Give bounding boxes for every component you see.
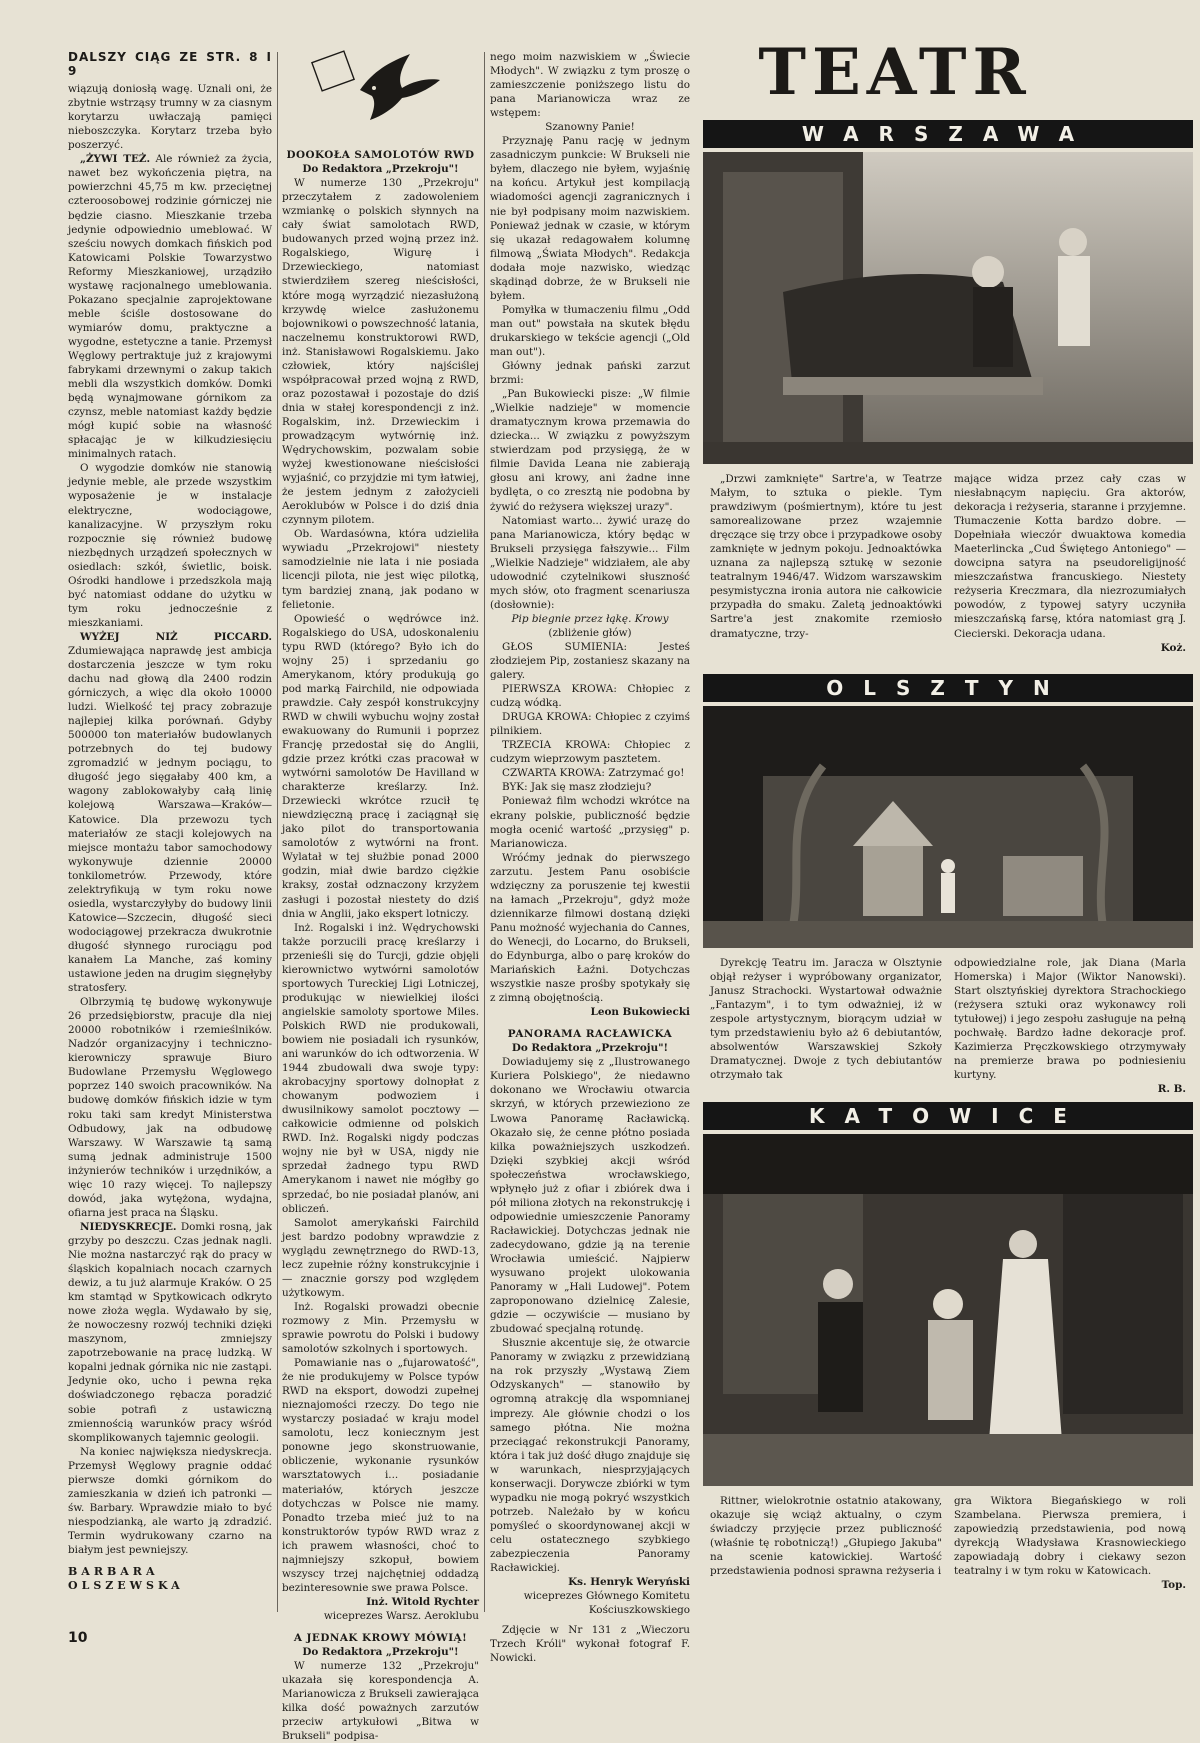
letters-column-2 <box>282 50 479 1743</box>
dove-stamp-icon <box>290 50 470 130</box>
letter-signature: Ks. Henryk Weryński <box>568 1576 690 1589</box>
letter-paragraph: BYK: Jak się masz złodzieju? <box>502 781 652 794</box>
article-paragraph <box>68 995 272 1220</box>
letter-signature-title: wiceprezes Warsz. Aeroklubu <box>323 1609 479 1622</box>
caption-olsztyn-right: odpowiedzialne role, jak Diana (Marla Homerska) i Major (Wiktor Nanowski). Start olsztyńskiej dyrektora Strachockiego (reżysera sztuki oraz wykonawcy roli tytułowej) i jego zespołu zasługuje na pełną pochwałę. Bardzo ładne dekoracje prof. Kazimierza Pręczkowskiego otrzymywały na premierze brawa po podniesieniu kurtyny. R. B. <box>954 957 1186 1096</box>
letter-addressee: Do Redaktora „Przekroju"! <box>511 1042 669 1055</box>
letter-signature-title: wiceprezes Głównego Komitetu <box>523 1590 690 1603</box>
letter-paragraph: Inż. Rogalski prowadzi obecnie rozmowy z Min. Przemysłu w sprawie powrotu do Polski i budowy samolotów szkolnych i sportowych. <box>282 1300 479 1356</box>
article-byline: BARBARA OLSZEWSKA <box>68 1565 184 1593</box>
paragraph-text: Na koniec największa niedyskrecja. Przemysł Węglowy pragnie oddać pierwsze domki górnikom do zamieszkania w dzień ich patronki — św. Barbary. Wprawdzie miało to być niespodzianką, ale warto ją zdradzić. Termin wydrukowany czarno na białym jest pewniejszy. <box>68 1445 272 1556</box>
caption-katowice-right: gra Wiktora Biegańskiego w roli Szambelana. Pierwsza premiera, i zapowiedzią przedstawienia, pod nową dyrekcją Władysława Krasnowieckiego zapowiadają dobry i ciekawy sezon teatralny i w tym roku w Katowicach. Top. <box>954 1495 1186 1592</box>
letter-paragraph: Przyznaję Panu rację w jednym zasadniczym punkcie: W Brukseli nie byłem, dlaczego nie byłem, wyjaśnię na końcu. Artykuł jest kompilacją wiadomości agencji zagranicznych i nie był podpisany moim nazwiskiem. Ponieważ jednak w czasie, w którym się ukazał redagowałem kolumnę filmową „Świata Młodych". Redakcja dodała moje nazwisko, wiedząc skądinąd dobrze, że w Brukseli nie byłem. <box>490 135 690 302</box>
letter-paragraph: Ob. Wardasówna, która udzieliła wywiadu „Przekrojowi" niestety samodzielnie nie lata i nie posiada licencji pilota, nie jest więc pilotką, tym bardziej znaną, jak podano w felietonie. <box>282 528 479 611</box>
letter-paragraph: Szanowny Panie! <box>545 121 635 134</box>
paragraph-text: wiązują doniosłą wagę. Uznali oni, że zbytnie wstrząsy trumny w za ciasnym korytarzu uwłaczają pamięci nieboszczyka. Korytarz trzeba było poszerzyć. <box>68 83 272 152</box>
letter-heading: PANORAMA RACŁAWICKA <box>507 1028 673 1041</box>
paragraph-text: Zdumiewająca naprawdę jest ambicja dostarczenia jeszcze w tym roku dachu nad głową dla 2400 rodzin górniczych, a więc dla około 10000 ludzi. Wielkość tej pracy zobrazuje najlepiej kilka porównań. Gdyby 500000 ton materiałów budowlanych potrzebnych do tej budowy zgromadzić w jednym pociągu, to długość jego sięgałaby 400 km, a wagony zablokowałyby całą linię kolejową Warszawa—Kraków—Katowice. Dla przewozu tych materiałów ze stacji kolejowych na miejsce montażu tabor samochodowy wykonywuje dziennie 20000 tonkilometrów. Przewody, które zelektryfikują w tym roku nowe osiedla, wystarczyłyby do budowy linii Katowice—Szczecin, długość sieci wodociągowej przekracza dwukrotnie długość słynnego rurociągu pod kanałem La Manche, zaś kominy ustawione jeden na drugim sięgnęłyby stratosfery. <box>68 644 272 995</box>
letter-paragraph: GŁOS SUMIENIA: Jesteś złodziejem Pip, zostaniesz skazany na galery. <box>490 640 690 682</box>
page-number: 10 <box>68 1630 88 1646</box>
letter-signature: Inż. Witold Rychter <box>366 1595 479 1608</box>
letter-signature: Leon Bukowiecki <box>590 1006 690 1019</box>
article-paragraph <box>68 152 272 461</box>
article-paragraph <box>68 461 272 630</box>
letter-heading: A JEDNAK KROWY MÓWIĄ! <box>293 1631 468 1644</box>
photo-katowice <box>703 1134 1193 1486</box>
paragraph-text: Olbrzymią tę budowę wykonywuje 26 przedsiębiorstw, pracuje dla niej 20000 robotników i rzemieślników. Nadzór organizacyjny i techniczno-kierowniczy sprawuje Biuro Budowlane Przemysłu Węglowego poprzez 140 swoich pracowników. Na budowę domków fińskich idzie w tym roku taki sam kredyt Ministerstwa Odbudowy, jak na odbudowę Warszawy. W Warszawie tą samą sumą jednak administruje 1500 inżynierów techników i urzędników, a więc 10 razy więcej. To najlepszy dowód, jaka wytężona, wydajna, ofiarna jest praca na Śląsku. <box>68 996 272 1219</box>
letter-paragraph: Główny jednak pański zarzut brzmi: <box>490 360 690 387</box>
letter-paragraph: (zbliżenie głów) <box>548 626 632 639</box>
letter-paragraph: „Pan Bukowiecki pisze: „W filmie „Wielkie nadzieje" w momencie dramatycznym krowa przemawia do dziecka... W związku z powyższym stwierdzam pod przysięgą, że w filmie Davida Leana nie zabierają głosu ani krowy, ani żadne inne bydlęta, o co zresztą nie podobna by żywić do reżysera większej urazy". <box>490 388 690 513</box>
article-column-1 <box>68 50 272 1593</box>
article-paragraph <box>68 630 272 995</box>
letter-paragraph: TRZECIA KROWA: Chłopiec z cudzym wieprzowym pasztetem. <box>490 739 690 766</box>
letter-addressee: Do Redaktora „Przekroju"! <box>302 163 459 176</box>
article-paragraph <box>68 1445 272 1557</box>
letter-paragraph: Pomyłka w tłumaczeniu filmu „Odd man out" powstała na skutek błędu drukarskiego w tekście agencji („Old man out"). <box>490 303 690 358</box>
paragraph-rubric: NIEDYSKRECJE. <box>80 1220 177 1233</box>
city-band-olsztyn: OLSZTYN <box>703 674 1193 702</box>
caption-olsztyn-left: Dyrekcję Teatru im. Jaracza w Olsztynie objął reżyser i wypróbowany organizator, Janusz Strachocki. Wystartował odważnie „Fantazym", i to tym odważniej, iż w zespole artystycznym, biorącym udział w tym przedstawieniu było aż 6 debiutantów, absolwentów Warszawskiej Szkoły Dramatycznej. Dwoje z tych debiutantów otrzymało tak <box>710 957 942 1082</box>
city-band-katowice: KATOWICE <box>703 1102 1193 1130</box>
article-paragraph <box>68 1220 272 1445</box>
caption-warszawa-left: „Drzwi zamknięte" Sartre'a, w Teatrze Małym, to sztuka o piekle. Tym prawdziwym (pośmiertnym), które tu jest samorealizowane przez wzajemnie dręczące się trzy obce i przypadkowe osoby zamknięte w jednym pokoju. Jednoaktówka uznana za najlepszą sztukę w sezonie teatralnym 1946/47. Widzom warszawskim pesymistyczna ironia autora nie całkowicie przypadła do smaku. Zaletą jednoaktówki Sartre'a jest znakomite rzemiosło dramatyczne, trzy- <box>710 473 942 640</box>
photo-warszawa <box>703 152 1193 464</box>
letter-paragraph: Pomawianie nas o „fujarowatość", że nie produkujemy w Polsce typów RWD na eksport, dowodzi zupełnej nieznajomości rzeczy. Do tego nie wystarczy posiadać w kraju model samolotu, lecz koniecznym jest ponowne jego skonstruowanie, obliczenie, wykonanie rysunków warsztatowych i... posiadanie materiałów, których jeszcze dotychczas w Polsce nie mamy. Ponadto trzeba mieć już to na konstruktorów typów RWD wraz z ich prawem własności, choć to najmniejszy szkopuł, bowiem wszyscy trzej najchętniej oddadzą bezinteresownie swe prawa Polsce. <box>282 1357 479 1594</box>
column-divider <box>484 52 485 1612</box>
letter-paragraph: Słusznie akcentuje się, że otwarcie Panoramy w związku z przewidzianą na rok przyszły „Wystawą Ziem Odzyskanych" — stanowiło by ogromną atrakcję dla wspomnianej imprezy. Ale głównie chodzi o los samego płótna. Nie można przeciągać rekonstrukcji Panoramy, która i tak już dość długo znajduje się w warunkach, niesprzyjających konserwacji. Dorywcze zbiórki w tym wypadku nie mogą pokryć wszystkich potrzeb. Należało by w końcu pomyśleć o skoordynowanej akcji w celu ostatecznego szybkiego zabezpieczenia Panoramy Racławickiej. <box>490 1337 690 1575</box>
caption-warszawa-right: mające widza przez cały czas w niesłabnącym napięciu. Gra aktorów, dekoracja i reżyseria, staranne i przyjemne. Tłumaczenie Kotta bardzo dobre. — Dopełniała wieczór dwuaktowa komedia Maeterlincka „Cud Świętego Antoniego" — dowcipna satyra na pseudoreligijność mieszczaństwa francuskiego. Niestety reżyseria Kreczmara, dla niezrozumiałych powodów, z typowej satyry uczyniła mieszczańską farsę, która natomiast grą J. Ciecierski. Dekoracja udana. Koż. <box>954 473 1186 654</box>
letter-addressee: Do Redaktora „Przekroju"! <box>302 1646 459 1659</box>
paragraph-text: O wygodzie domków nie stanowią jedynie meble, ale przede wszystkim wyposażenie je w instalacje elektryczne, wodociągowe, kanalizacyjne. W przyszłym roku rozpocznie się również budowę niezbędnych urządzeń społecznych w osiedlach: szkół, świetlic, boisk. Ośrodki handlowe i przedszkola mają być natomiast oddane do użytku w tym roku jednocześnie z mieszkaniami. <box>68 462 272 629</box>
column-divider <box>277 52 278 1612</box>
paragraph-text: Ale również za życia, nawet bez wykończenia piętra, na powierzchni 45,75 m kw. przeciętnej czteroosobowej rodzinie górniczej nie będzie ciasno. Mieszkanie trzeba jedynie odpowiednio umeblować. W sześciu nowych domkach fińskich pod Katowicami Polskie Towarzystwo Reformy Mieszkaniowej, urządziło wystawę racjonalnego umeblowania. Pokazano specjalnie zaprojektowane meble ściśle dostosowane do wymiarów domu, praktyczne a wygodne, estetyczne a tanie. Przemysł Węglowy pertraktuje już z krajowymi fabrykami drzewnymi o zakup takich mebli dla wszystkich domków. Domki będą wynajmowane górnikom za czynsz, meble natomiast każdy będzie mógł kupić sobie na własność spłacając je w kilkudziesięciu minimalnych ratach. <box>68 153 272 461</box>
article-paragraph <box>68 82 272 152</box>
paragraph-rubric: WYŻEJ NIŻ PICCARD. <box>80 630 272 643</box>
letter-paragraph: Samolot amerykański Fairchild jest bardzo podobny wprawdzie z wyglądu zewnętrznego do RWD-13, lecz zupełnie różny konstrukcyjnie i — znacznie gorszy pod względem użytkowym. <box>282 1216 479 1299</box>
city-band-warszawa: WARSZAWA <box>703 120 1193 148</box>
section-title: TEATR <box>758 35 1032 110</box>
letters-column-3 <box>490 50 690 1665</box>
photo-credit-note: Zdjęcie w Nr 131 z „Wieczoru Trzech Króli" wykonał fotograf F. Nowicki. <box>490 1624 690 1665</box>
letter-paragraph: Pip biegnie przez łąkę. Krowy <box>511 612 669 625</box>
letter-paragraph: nego moim nazwiskiem w „Świecie Młodych". W związku z tym proszę o zamieszczenie poniższego listu do pana Marianowicza wraz ze wstępem: <box>490 51 690 120</box>
letter-paragraph: Opowieść o wędrówce inż. Rogalskiego do USA, udoskonaleniu typu RWD (którego? Było ich do wojny 25) i sprzedaniu go Amerykanom, który produkują go pod marką Fairchild, nie odpowiada prawdzie. Cały zespół konstrukcyjny RWD w chwili wybuchu wojny został ewakuowany do Rumunii i poprzez Francję przedostał się do Anglii, gdzie przez krótki czas pracował w wytwórni samolotów De Havilland w charakterze kreślarzy. Inż. Drzewiecki wkrótce rzucił tę niewdzięczną pracę i zaciągnął się jako pilot do transportowania samolotów z wytwórni na front. Wylatał w tej służbie ponad 2000 godzin, miał dwie bardzo ciężkie kraksy, został odznaczony krzyżem zasługi i pozostał niestety do dziś dnia w Anglii, jako ekspert lotniczy. <box>282 612 479 920</box>
paragraph-text: Domki rosną, jak grzyby po deszczu. Czas jednak nagli. Nie można nastarczyć rąk do pracy w śląskich kopalniach nocach czarnych dewiz, a tu już alarmuje Kraków. O 25 km stamtąd w Spytkowicach odkryto nowe złoża węgla. Wydawało by się, że nowoczesny rozwój techniki dzięki maszynom, zmniejszy zapotrzebowanie na pracę ludzką. W kopalni jednak górnika nic nie zastąpi. Jedynie oko, ucho i pewna ręka doświadczonego rębacza poradzić sobie potrafi z ustawiczną zmiennością warunków pracy wśród skomplikowanych tajemnic geologii. <box>68 1220 272 1444</box>
letter-signature-title: Kościuszkowskiego <box>588 1604 690 1617</box>
continued-heading: DALSZY CIĄG ZE STR. 8 I 9 <box>68 50 272 79</box>
letter-heading: DOOKOŁA SAMOLOTÓW RWD <box>286 149 475 162</box>
letter-paragraph: CZWARTA KROWA: Zatrzymać go! <box>502 767 685 780</box>
letter-paragraph: W numerze 132 „Przekroju" ukazała się korespondencja A. Marianowicza z Brukseli zawierająca kilka dość poważnych zarzutów przeciw artykułowi „Bitwa w Brukseli" podpisa- <box>282 1660 479 1743</box>
letter-paragraph: Natomiast warto... żywić urazę do pana Marianowicza, który będąc w Brukseli przysięga fałszywie... Film „Wielkie Nadzieje" widziałem, ale aby udowodnić czytelnikowi słuszność mych słów, oto fragment scenariusza (dosłownie): <box>490 514 690 611</box>
paragraph-rubric: „ŻYWI TEŻ. <box>80 153 151 166</box>
caption-katowice-left: Rittner, wielokrotnie ostatnio atakowany, okazuje się wciąż aktualny, o czym świadczy przyjęcie przez publiczność (właśnie tę robotniczą!) „Głupiego Jakuba" na scenie katowickiej. Wartość przedstawienia podnosi sprawna reżyseria i <box>710 1495 942 1578</box>
letter-paragraph: Ponieważ film wchodzi wkrótce na ekrany polskie, publiczność będzie mogła ocenić wartość „przysięg" p. Marianowicza. <box>490 795 690 850</box>
letter-paragraph: Inż. Rogalski i inż. Wędrychowski także porzucili pracę kreślarzy i przenieśli się do Turcji, gdzie objęli kierownictwo wytwórni samolotów sportowych Tureckiej Ligi Lotniczej, produkując w niewielkiej ilości angielskie samoloty sportowe Miles. Polskich RWD nie produkowali, bowiem nie posiadali ich rysunków, ani warunków do ich odtworzenia. W 1944 zbudowali dwa swoje typy: akrobacyjny sportowy dolnopłat z chowanym podwoziem i dwusilnikowy samolot pocztowy — całkowicie odmienne od polskich RWD. Inż. Rogalski nigdy podczas wojny nie był w USA, nigdy nie sprzedał żadnego typu RWD Amerykanom i nawet nie mógłby go sprzedać, bo nie posiadał planów, ani obliczeń. <box>282 921 479 1215</box>
letter-paragraph: PIERWSZA KROWA: Chłopiec z cudzą wódką. <box>490 683 690 710</box>
letter-paragraph: DRUGA KROWA: Chłopiec z czyimś pilnikiem. <box>490 711 690 738</box>
letter-paragraph: Dowiadujemy się z „Ilustrowanego Kuriera Polskiego", że niedawno dokonano we Wrocławiu otwarcia skrzyń, w których przewieziono ze Lwowa Panoramę Racławicką. Okazało się, że cenne płótno posiada kilka poważniejszych uszkodzeń. Dzięki szybkiej akcji wśród społeczeństwa wrocławskiego, wpłynęło już z ofiar i zbiórek dwa i pół miliona złotych na rekonstrukcję i odpowiednie umieszczenie Panoramy Racławickiej. Dotychczas jednak nie zadecydowano, gdzie ją na terenie Wrocławia umieścić. Najpierw wysuwano projekt ulokowania Panoramy w „Hali Ludowej". Potem zaproponowano dzielnicę Zalesie, gdzie — oczywiście — musiano by zbudować specjalną rotundę. <box>490 1056 690 1336</box>
photo-olsztyn <box>703 706 1193 948</box>
letter-paragraph: W numerze 130 „Przekroju" przeczytałem z zadowoleniem wzmiankę o polskich słynnych na cały świat samolotach RWD, budowanych przed wojną przez inż. Rogalskiego, Wigurę i Drzewieckiego, natomiast stwierdziłem szereg nieścisłości, które mogą wyrządzić niezasłużoną krzywdę wielce zasłużonemu bojownikowi o powszechność latania, naczelnemu konstruktorowi RWD, inż. Stanisławowi Rogalskiemu. Jako człowiek, który najściślej współpracował przed wojną z RWD, oraz pozostawał i pozostaje do dziś dnia w stałej korespondencji z inż. Rogalskim, inż. Drzewieckim i prowadzącym wytwórnię inż. Wędrychowskim, pozwalam sobie wyżej kwestionowane nieścisłości wyjaśnić, co przyjdzie mi tym łatwiej, że jestem jednym z założycieli Aeroklubów w Polsce i do dziś dnia czynnym pilotem. <box>282 177 479 527</box>
letter-paragraph: Wróćmy jednak do pierwszego zarzutu. Jestem Panu osobiście wdzięczny za poruszenie tej kwestii na łamach „Przekroju", gdyż może dziennikarze filmowi dostaną dzięki Panu możność wyjechania do Cannes, do Wenecji, do Locarno, do Brukseli, do Edynburga, albo o parę kroków do Mariańskich Łaźni. Dotychczas wszystkie nasze prośby spotykały się z zimną obojętnością. <box>490 851 690 1005</box>
